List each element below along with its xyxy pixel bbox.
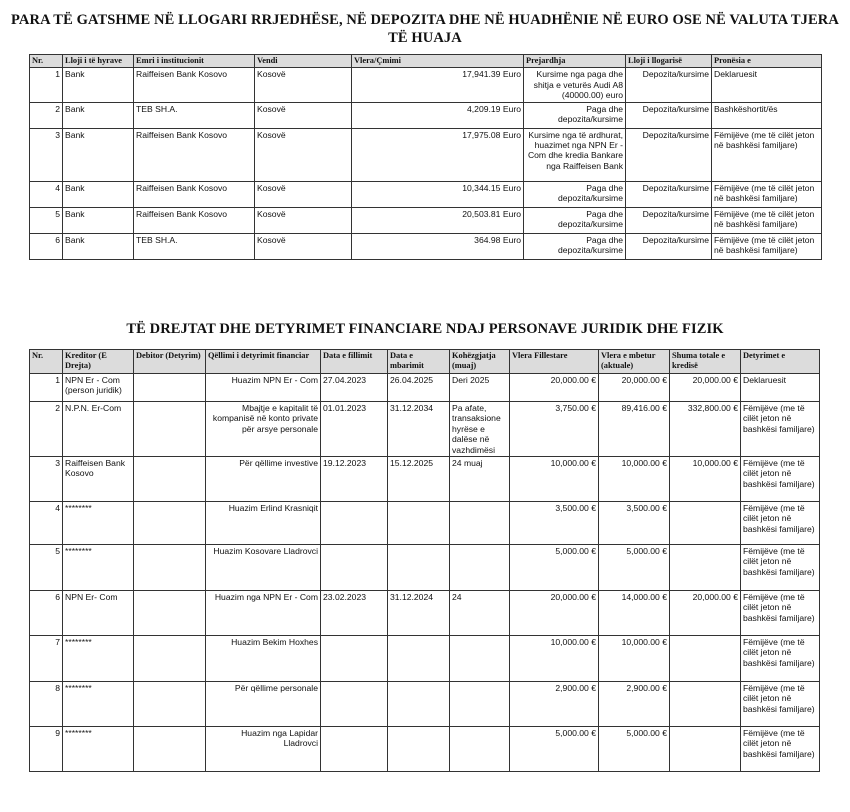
institution-name: Raiffeisen Bank Kosovo [134,128,255,181]
column-header: Lloji i llogarisë [626,55,712,68]
account-type: Depozita/kursime [626,207,712,233]
country: Kosovë [255,102,352,128]
duration [450,682,510,727]
column-header: Prejardhja [524,55,626,68]
row-number: 6 [30,591,63,636]
origin: Paga dhe depozita/kursime [524,181,626,207]
column-header: Kohëzgjatja (muaj) [450,350,510,374]
end-date: 26.04.2025 [388,374,450,402]
row-number: 5 [30,207,63,233]
value: 4,209.19 Euro [352,102,524,128]
country: Kosovë [255,181,352,207]
purpose: Huazim Bekim Hoxhes [206,636,321,682]
duration [450,502,510,545]
end-date [388,636,450,682]
initial-value: 3,500.00 € [510,502,599,545]
account-type: Depozita/kursime [626,181,712,207]
row-number: 4 [30,181,63,207]
section-title-obligations: TË DREJTAT DHE DETYRIMET FINANCIARE NDAJ PERSONAVE JURIDIK DHE FIZIK [126,321,724,337]
obligation-owner: Fëmijëve (me të cilët jeton në bashkësi familjare) [741,402,820,457]
creditor: N.P.N. Er-Com [63,402,134,457]
obligation-owner: Fëmijëve (me të cilët jeton në bashkësi familjare) [741,457,820,502]
column-header: Kreditor (E Drejta) [63,350,134,374]
duration [450,636,510,682]
creditor: ******** [63,636,134,682]
table-row [30,545,820,591]
debtor [134,402,206,457]
column-header: Vendi [255,55,352,68]
value: 17,975.08 Euro [352,128,524,181]
origin: Kursime nga të ardhurat, huazimet nga NPN Er - Com dhe kredia Bankare nga Raiffeisen Bank [524,128,626,181]
row-number: 3 [30,128,63,181]
account-type: Depozita/kursime [626,68,712,102]
row-number: 9 [30,727,63,772]
country: Kosovë [255,233,352,259]
value: 10,344.15 Euro [352,181,524,207]
creditor: NPN Er- Com [63,591,134,636]
remaining-value: 3,500.00 € [599,502,670,545]
duration: Deri 2025 [450,374,510,402]
start-date [321,502,388,545]
total-credit: 20,000.00 € [670,591,741,636]
debtor [134,374,206,402]
start-date [321,545,388,591]
remaining-value: 20,000.00 € [599,374,670,402]
column-header: Vlera/Çmimi [352,55,524,68]
purpose: Huazim NPN Er - Com [206,374,321,402]
institution-name: TEB SH.A. [134,102,255,128]
start-date: 01.01.2023 [321,402,388,457]
debtor [134,727,206,772]
creditor: ******** [63,727,134,772]
initial-value: 20,000.00 € [510,374,599,402]
debtor [134,545,206,591]
initial-value: 10,000.00 € [510,457,599,502]
column-header: Debitor (Detyrim) [134,350,206,374]
remaining-value: 10,000.00 € [599,636,670,682]
row-number: 8 [30,682,63,727]
column-header: Data e mbarimit [388,350,450,374]
total-credit [670,636,741,682]
initial-value: 5,000.00 € [510,727,599,772]
purpose: Huazim Erlind Krasniqit [206,502,321,545]
table-row [30,591,820,636]
total-credit: 10,000.00 € [670,457,741,502]
creditor: NPN Er - Com (person juridik) [63,374,134,402]
column-header: Data e fillimit [321,350,388,374]
country: Kosovë [255,68,352,102]
creditor: ******** [63,545,134,591]
table-row [30,128,822,181]
table-header-row [30,55,822,68]
remaining-value: 5,000.00 € [599,727,670,772]
duration [450,545,510,591]
ownership: Deklaruesit [712,68,822,102]
end-date [388,502,450,545]
table-row [30,233,822,259]
duration: 24 muaj [450,457,510,502]
creditor: Raiffeisen Bank Kosovo [63,457,134,502]
value: 364.98 Euro [352,233,524,259]
column-header: Nr. [30,350,63,374]
end-date [388,682,450,727]
initial-value: 3,750.00 € [510,402,599,457]
creditor: ******** [63,682,134,727]
debtor [134,502,206,545]
total-credit [670,545,741,591]
obligations-table [29,349,820,772]
obligation-owner: Fëmijëve (me të cilët jeton në bashkësi familjare) [741,591,820,636]
column-header: Qëllimi i detyrimit financiar [206,350,321,374]
value: 17,941.39 Euro [352,68,524,102]
start-date: 19.12.2023 [321,457,388,502]
row-number: 5 [30,545,63,591]
obligation-owner: Fëmijëve (me të cilët jeton në bashkësi familjare) [741,636,820,682]
row-number: 1 [30,68,63,102]
purpose: Huazim Kosovare Lladrovci [206,545,321,591]
duration [450,727,510,772]
table-row [30,502,820,545]
column-header: Vlera Fillestare [510,350,599,374]
institution-name: TEB SH.A. [134,233,255,259]
end-date [388,545,450,591]
section-title-accounts: PARA TË GATSHME NË LLOGARI RRJEDHËSE, NË DEPOZITA DHE NË HUADHËNIE NË EURO OSE NË VALUTA TJERA TË HUAJA [11,12,839,46]
table-row [30,181,822,207]
total-credit: 332,800.00 € [670,402,741,457]
table-row [30,68,822,102]
obligation-owner: Fëmijëve (me të cilët jeton në bashkësi familjare) [741,545,820,591]
account-type: Depozita/kursime [626,102,712,128]
obligation-owner: Deklaruesit [741,374,820,402]
ownership: Fëmijëve (me të cilët jeton në bashkësi familjare) [712,128,822,181]
income-type: Bank [63,181,134,207]
obligation-owner: Fëmijëve (me të cilët jeton në bashkësi familjare) [741,682,820,727]
column-header: Detyrimet e [741,350,820,374]
start-date [321,636,388,682]
value: 20,503.81 Euro [352,207,524,233]
total-credit [670,682,741,727]
table-row [30,374,820,402]
column-header: Nr. [30,55,63,68]
row-number: 2 [30,402,63,457]
total-credit: 20,000.00 € [670,374,741,402]
income-type: Bank [63,233,134,259]
creditor: ******** [63,502,134,545]
account-type: Depozita/kursime [626,128,712,181]
institution-name: Raiffeisen Bank Kosovo [134,207,255,233]
column-header: Vlera e mbetur (aktuale) [599,350,670,374]
start-date: 23.02.2023 [321,591,388,636]
end-date: 15.12.2025 [388,457,450,502]
institution-name: Raiffeisen Bank Kosovo [134,181,255,207]
column-header: Pronësia e [712,55,822,68]
end-date: 31.12.2034 [388,402,450,457]
debtor [134,591,206,636]
row-number: 3 [30,457,63,502]
end-date [388,727,450,772]
initial-value: 20,000.00 € [510,591,599,636]
table-row [30,457,820,502]
table-row [30,207,822,233]
income-type: Bank [63,128,134,181]
income-type: Bank [63,102,134,128]
debtor [134,636,206,682]
remaining-value: 10,000.00 € [599,457,670,502]
table-row [30,402,820,457]
ownership: Fëmijëve (me të cilët jeton në bashkësi familjare) [712,181,822,207]
remaining-value: 5,000.00 € [599,545,670,591]
obligation-owner: Fëmijëve (me të cilët jeton në bashkësi familjare) [741,502,820,545]
purpose: Mbajtje e kapitalit të kompanisë në konto private për arsye personale [206,402,321,457]
column-header: Lloji i të hyrave [63,55,134,68]
end-date: 31.12.2024 [388,591,450,636]
income-type: Bank [63,68,134,102]
column-header: Shuma totale e kredisë [670,350,741,374]
institution-name: Raiffeisen Bank Kosovo [134,68,255,102]
purpose: Huazim nga NPN Er - Com [206,591,321,636]
purpose: Huazim nga Lapidar Lladrovci [206,727,321,772]
table-row [30,636,820,682]
origin: Paga dhe depozita/kursime [524,207,626,233]
obligation-owner: Fëmijëve (me të cilët jeton në bashkësi familjare) [741,727,820,772]
origin: Kursime nga paga dhe shitja e veturës Audi A8 (40000.00) euro [524,68,626,102]
row-number: 2 [30,102,63,128]
total-credit [670,727,741,772]
origin: Paga dhe depozita/kursime [524,102,626,128]
start-date [321,682,388,727]
start-date: 27.04.2023 [321,374,388,402]
ownership: Fëmijëve (me të cilët jeton në bashkësi familjare) [712,233,822,259]
country: Kosovë [255,128,352,181]
table-header-row [30,350,820,374]
start-date [321,727,388,772]
row-number: 6 [30,233,63,259]
initial-value: 5,000.00 € [510,545,599,591]
country: Kosovë [255,207,352,233]
debtor [134,457,206,502]
initial-value: 10,000.00 € [510,636,599,682]
row-number: 4 [30,502,63,545]
debtor [134,682,206,727]
table-row [30,682,820,727]
purpose: Për qëllime investive [206,457,321,502]
total-credit [670,502,741,545]
row-number: 7 [30,636,63,682]
remaining-value: 89,416.00 € [599,402,670,457]
column-header: Emri i institucionit [134,55,255,68]
remaining-value: 2,900.00 € [599,682,670,727]
duration: Pa afate, transaksione hyrëse e dalëse në vazhdimësi [450,402,510,457]
origin: Paga dhe depozita/kursime [524,233,626,259]
initial-value: 2,900.00 € [510,682,599,727]
income-type: Bank [63,207,134,233]
remaining-value: 14,000.00 € [599,591,670,636]
accounts-table [29,54,822,260]
row-number: 1 [30,374,63,402]
ownership: Fëmijëve (me të cilët jeton në bashkësi familjare) [712,207,822,233]
account-type: Depozita/kursime [626,233,712,259]
ownership: Bashkëshortit/ës [712,102,822,128]
table-row [30,102,822,128]
table-row [30,727,820,772]
duration: 24 [450,591,510,636]
purpose: Për qëllime personale [206,682,321,727]
